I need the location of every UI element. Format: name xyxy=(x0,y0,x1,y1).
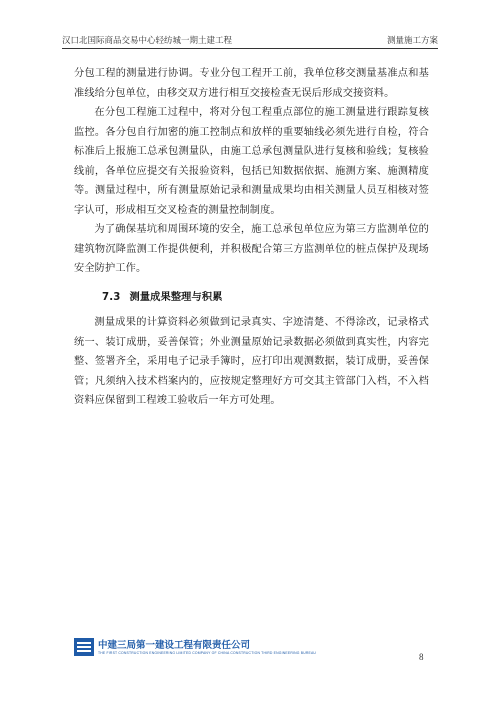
page-footer xyxy=(74,636,434,666)
header-project-title: 汉口北国际商品交易中心轻纺城一期土建工程 xyxy=(62,36,233,46)
body-paragraph: 在分包工程施工过程中，将对分包工程重点部位的施工测量进行跟踪复核监控。各分包自行加密的施工控制点和放样的重要轴线必须先进行自检，符合标准后上报施工总承包测量队，由施工总承包测量队进行复核和验线；复核验线前，各单位应提交有关报验资料，包括已知数据依据、施测方案、施测精度等。测量过程中，所有测量原始记录和测量成果均由相关测量人员互相核对签字认可，形成相互交叉检查的测量控制制度。 xyxy=(74,107,429,216)
body-paragraph: 分包工程的测量进行协调。专业分包工程开工前，我单位移交测量基准点和基准线给分包单位，由移交双方进行相互交接检查无误后形成交接资料。 xyxy=(74,68,429,99)
body-paragraph: 为了确保基坑和周围环境的安全，施工总承包单位应为第三方监测单位的建筑物沉降监测工作提供便利，并积极配合第三方监测单位的桩点保护及现场安全防护工作。 xyxy=(74,224,429,274)
section-title: 测量成果整理与积累 xyxy=(129,291,223,303)
section-heading xyxy=(102,288,429,308)
page-header xyxy=(62,32,438,49)
company-name: 中建三局第一建设工程有限责任公司 xyxy=(98,640,251,651)
body-paragraph: 测量成果的计算资料必须做到记录真实、字迹清楚、不得涂改，记录格式统一、装订成册，妥善保管；外业测量原始记录数据必须做到真实性，内容完整、签署齐全，采用电子记录手簿时，应打印出观测数据，装订成册，妥善保管；凡须纳入技术档案内的，应按规定整理好方可交其主管部门入档，不入档资料应保留到工程竣工验收后一年方可处理。 xyxy=(74,317,429,406)
document-body xyxy=(74,64,429,411)
company-logo-icon xyxy=(74,638,94,656)
header-document-title: 测量施工方案 xyxy=(386,36,438,46)
company-name-english: THE FIRST CONSTRUCTION ENGINEERING LIMITED COMPANY OF CHINA CONSTRUCTION THIRD ENGINEERING BUREAU xyxy=(98,651,317,655)
section-number: 7.3 xyxy=(102,291,121,303)
page-number: 8 xyxy=(419,652,424,662)
